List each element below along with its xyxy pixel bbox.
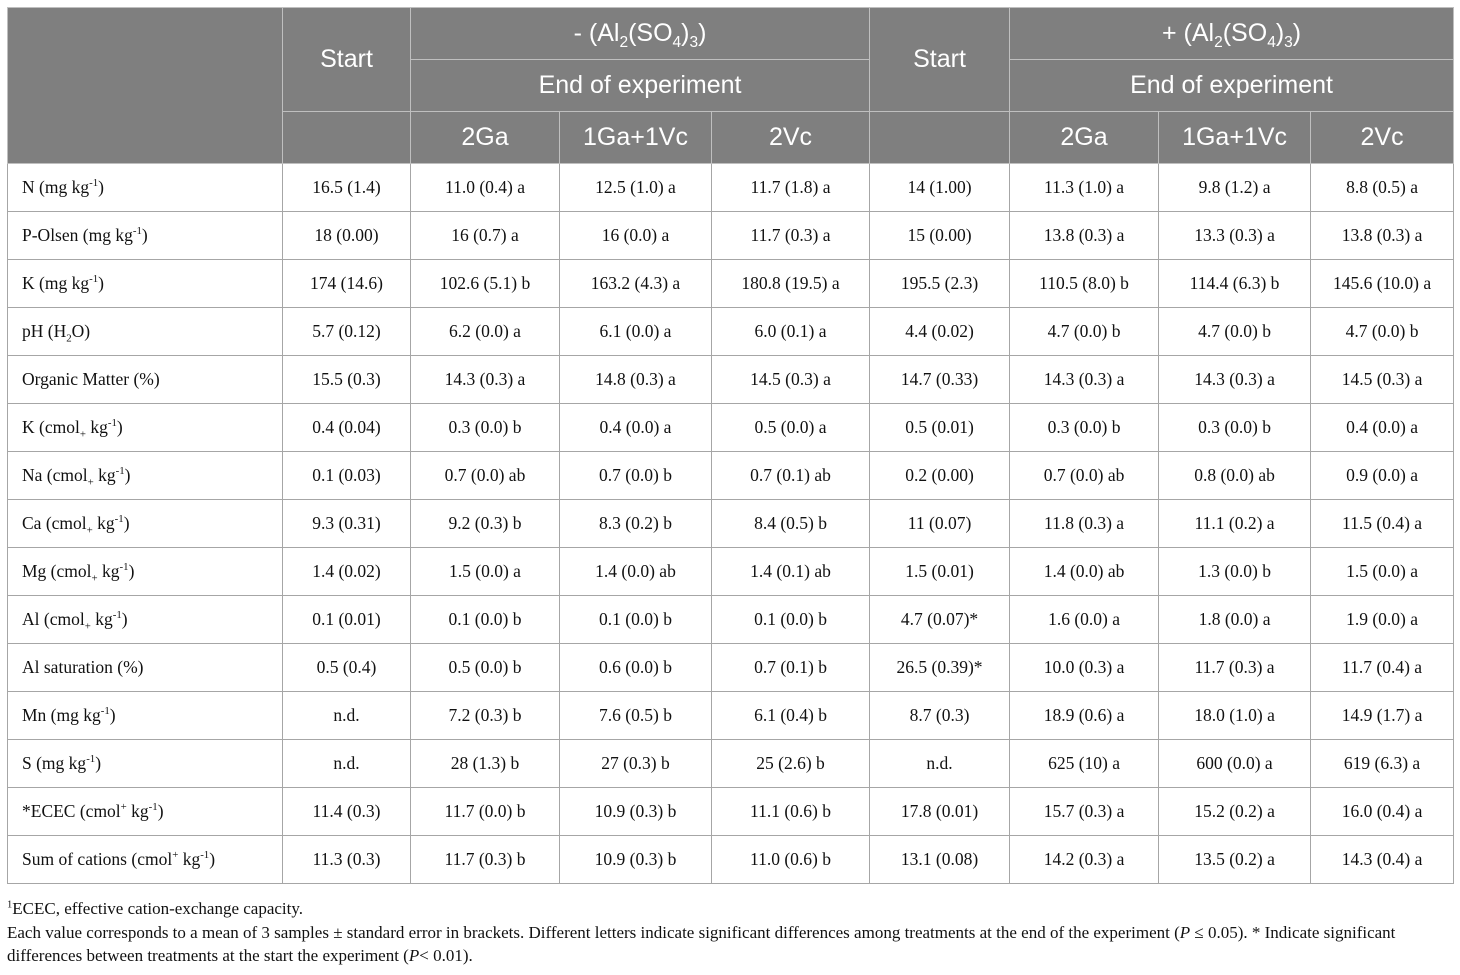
table-cell: 15.7 (0.3) a [1010, 788, 1159, 836]
table-cell: 8.4 (0.5) b [712, 500, 870, 548]
table-row [8, 788, 1454, 836]
table-cell: 4.7 (0.0) b [1159, 308, 1311, 356]
table-cell: 6.1 (0.0) a [560, 308, 712, 356]
table-row [8, 692, 1454, 740]
table-header [8, 8, 1454, 164]
table-cell: 6.0 (0.1) a [712, 308, 870, 356]
table-cell: 8.8 (0.5) a [1311, 164, 1454, 212]
table-cell: 14.3 (0.3) a [411, 356, 560, 404]
table-cell: 4.7 (0.07)* [870, 596, 1010, 644]
table-cell: 28 (1.3) b [411, 740, 560, 788]
table-cell: 6.2 (0.0) a [411, 308, 560, 356]
table-cell: 0.3 (0.0) b [411, 404, 560, 452]
table-cell: 17.8 (0.01) [870, 788, 1010, 836]
table-cell: 18 (0.00) [283, 212, 411, 260]
header-empty-corner [8, 8, 283, 164]
table-cell: 16.5 (1.4) [283, 164, 411, 212]
table-cell: 0.4 (0.0) a [1311, 404, 1454, 452]
table-cell: 0.1 (0.0) b [411, 596, 560, 644]
table-cell: 11.7 (0.3) b [411, 836, 560, 884]
table-cell: 625 (10) a [1010, 740, 1159, 788]
footnote-1: $^1$ECEC, effective cation-exchange capacity. [7, 899, 304, 918]
table-cell: 0.7 (0.0) ab [1010, 452, 1159, 500]
table-cell: 1.9 (0.0) a [1311, 596, 1454, 644]
table-row [8, 836, 1454, 884]
table-cell: 180.8 (19.5) a [712, 260, 870, 308]
header-group-plus-al: + $(Al_2(SO_4)_3)$ [1010, 8, 1454, 60]
table-cell: 13.8 (0.3) a [1010, 212, 1159, 260]
table-cell: 14.5 (0.3) a [1311, 356, 1454, 404]
table-cell: 11.7 (0.4) a [1311, 644, 1454, 692]
table-cell: 174 (14.6) [283, 260, 411, 308]
table-cell: 145.6 (10.0) a [1311, 260, 1454, 308]
table-cell: 11.0 (0.4) a [411, 164, 560, 212]
table-cell: 16 (0.7) a [411, 212, 560, 260]
table-cell: 0.1 (0.01) [283, 596, 411, 644]
row-label: Na (cmol$_+$ $kg^{-1}$) [8, 452, 283, 500]
table-cell: 0.4 (0.0) a [560, 404, 712, 452]
table-cell: 619 (6.3) a [1311, 740, 1454, 788]
table-cell: 0.8 (0.0) ab [1159, 452, 1311, 500]
table-row [8, 164, 1454, 212]
table-cell: 1.5 (0.0) a [1311, 548, 1454, 596]
header-treatment-2ga-plus: 2Ga [1010, 112, 1159, 164]
table-cell: 18.9 (0.6) a [1010, 692, 1159, 740]
row-label: N (mg $kg^{-1}$) [8, 164, 283, 212]
row-label: Al saturation (%) [8, 644, 283, 692]
table-row [8, 644, 1454, 692]
header-treatment-1ga1vc-minus: 1Ga+1Vc [560, 112, 712, 164]
table-cell: 12.5 (1.0) a [560, 164, 712, 212]
table-cell: 14 (1.00) [870, 164, 1010, 212]
table-cell: 14.8 (0.3) a [560, 356, 712, 404]
row-label: Ca (cmol$_+$ $kg^{-1}$) [8, 500, 283, 548]
table-row [8, 404, 1454, 452]
table-cell: 14.3 (0.3) a [1010, 356, 1159, 404]
table-cell: 13.1 (0.08) [870, 836, 1010, 884]
table-cell: 11.1 (0.6) b [712, 788, 870, 836]
table-cell: 0.7 (0.1) ab [712, 452, 870, 500]
row-label: S (mg $kg^{-1}$) [8, 740, 283, 788]
header-start-minus: Start [283, 8, 411, 112]
table-cell: 10.9 (0.3) b [560, 836, 712, 884]
header-group-minus-al: - $(Al_2(SO_4)_3)$ [411, 8, 870, 60]
table-cell: 1.4 (0.1) ab [712, 548, 870, 596]
table-cell: 110.5 (8.0) b [1010, 260, 1159, 308]
table-cell: 14.5 (0.3) a [712, 356, 870, 404]
header-start-spacer-minus [283, 112, 411, 164]
table-cell: 0.5 (0.0) b [411, 644, 560, 692]
row-label: pH $(H_2O)$ [8, 308, 283, 356]
table-cell: n.d. [283, 740, 411, 788]
table-row [8, 308, 1454, 356]
table-cell: 11.4 (0.3) [283, 788, 411, 836]
table-row [8, 500, 1454, 548]
row-label: Organic Matter (%) [8, 356, 283, 404]
table-row [8, 260, 1454, 308]
table-cell: 0.5 (0.4) [283, 644, 411, 692]
row-label: K (mg $kg^{-1}$) [8, 260, 283, 308]
table-cell: 1.8 (0.0) a [1159, 596, 1311, 644]
header-treatment-2vc-plus: 2Vc [1311, 112, 1454, 164]
table-cell: 6.1 (0.4) b [712, 692, 870, 740]
table-row [8, 596, 1454, 644]
table-cell: 0.5 (0.0) a [712, 404, 870, 452]
table-cell: 11.3 (1.0) a [1010, 164, 1159, 212]
table-row [8, 356, 1454, 404]
table-body [8, 164, 1454, 884]
table-cell: n.d. [870, 740, 1010, 788]
table-cell: 15 (0.00) [870, 212, 1010, 260]
table-cell: 1.5 (0.0) a [411, 548, 560, 596]
table-cell: 10.0 (0.3) a [1010, 644, 1159, 692]
header-start-spacer-plus [870, 112, 1010, 164]
row-label: K (cmol$_+$ $kg^{-1}$) [8, 404, 283, 452]
table-cell: 0.6 (0.0) b [560, 644, 712, 692]
table-cell: 4.4 (0.02) [870, 308, 1010, 356]
table-cell: 4.7 (0.0) b [1010, 308, 1159, 356]
row-label: P-Olsen (mg $kg^{-1}$) [8, 212, 283, 260]
table-cell: 13.5 (0.2) a [1159, 836, 1311, 884]
table-cell: 18.0 (1.0) a [1159, 692, 1311, 740]
table-row [8, 212, 1454, 260]
table-cell: 15.5 (0.3) [283, 356, 411, 404]
table-cell: 11.5 (0.4) a [1311, 500, 1454, 548]
table-cell: 1.4 (0.0) ab [560, 548, 712, 596]
table-cell: 0.9 (0.0) a [1311, 452, 1454, 500]
table-cell: 11.7 (0.3) a [1159, 644, 1311, 692]
table-row [8, 452, 1454, 500]
table-cell: 7.2 (0.3) b [411, 692, 560, 740]
header-end-of-experiment-plus: End of experiment [1010, 60, 1454, 112]
table-cell: 16 (0.0) a [560, 212, 712, 260]
table-cell: 0.5 (0.01) [870, 404, 1010, 452]
row-label: Al (cmol$_+$ $kg^{-1}$) [8, 596, 283, 644]
table-cell: 600 (0.0) a [1159, 740, 1311, 788]
header-treatment-2vc-minus: 2Vc [712, 112, 870, 164]
soil-properties-table [7, 7, 1454, 884]
table-cell: 8.7 (0.3) [870, 692, 1010, 740]
table-cell: 1.3 (0.0) b [1159, 548, 1311, 596]
table-cell: 1.5 (0.01) [870, 548, 1010, 596]
table-cell: 15.2 (0.2) a [1159, 788, 1311, 836]
table-cell: 11.7 (1.8) a [712, 164, 870, 212]
table-row [8, 740, 1454, 788]
table-cell: 14.3 (0.4) a [1311, 836, 1454, 884]
table-cell: 0.3 (0.0) b [1159, 404, 1311, 452]
table-cell: 8.3 (0.2) b [560, 500, 712, 548]
table-cell: 11 (0.07) [870, 500, 1010, 548]
table-cell: 11.8 (0.3) a [1010, 500, 1159, 548]
table-cell: 13.8 (0.3) a [1311, 212, 1454, 260]
table-cell: 10.9 (0.3) b [560, 788, 712, 836]
footnote-2: Each value corresponds to a mean of 3 samples ± standard error in brackets. Different letters indicate significant differences among treatments at the end of the experiment (P ≤ 0.05). * Indicate significant differences between treatments at the start the experiment (P< 0.01). [7, 923, 1396, 965]
row-label: Mn (mg $kg^{-1}$) [8, 692, 283, 740]
table-cell: 11.7 (0.3) a [712, 212, 870, 260]
table-cell: 14.2 (0.3) a [1010, 836, 1159, 884]
table-cell: 25 (2.6) b [712, 740, 870, 788]
table-cell: 27 (0.3) b [560, 740, 712, 788]
table-cell: 4.7 (0.0) b [1311, 308, 1454, 356]
table-cell: 0.1 (0.03) [283, 452, 411, 500]
header-treatment-2ga-minus: 2Ga [411, 112, 560, 164]
table-cell: 11.0 (0.6) b [712, 836, 870, 884]
table-cell: n.d. [283, 692, 411, 740]
table-cell: 102.6 (5.1) b [411, 260, 560, 308]
row-label: *ECEC (cmol+ $kg^{-1}$) [8, 788, 283, 836]
table-cell: 9.8 (1.2) a [1159, 164, 1311, 212]
table-cell: 5.7 (0.12) [283, 308, 411, 356]
table-cell: 14.9 (1.7) a [1311, 692, 1454, 740]
table-cell: 13.3 (0.3) a [1159, 212, 1311, 260]
table-cell: 0.3 (0.0) b [1010, 404, 1159, 452]
table-cell: 9.3 (0.31) [283, 500, 411, 548]
table-cell: 0.7 (0.0) ab [411, 452, 560, 500]
table-cell: 11.3 (0.3) [283, 836, 411, 884]
table-cell: 9.2 (0.3) b [411, 500, 560, 548]
table-cell: 26.5 (0.39)* [870, 644, 1010, 692]
row-label: Sum of cations (cmol+ $kg^{-1}$) [8, 836, 283, 884]
table-cell: 0.1 (0.0) b [712, 596, 870, 644]
table-cell: 0.1 (0.0) b [560, 596, 712, 644]
table-cell: 11.1 (0.2) a [1159, 500, 1311, 548]
table-cell: 114.4 (6.3) b [1159, 260, 1311, 308]
table-cell: 1.6 (0.0) a [1010, 596, 1159, 644]
table-cell: 195.5 (2.3) [870, 260, 1010, 308]
table-row [8, 548, 1454, 596]
table-cell: 7.6 (0.5) b [560, 692, 712, 740]
table-cell: 11.7 (0.0) b [411, 788, 560, 836]
header-end-of-experiment-minus: End of experiment [411, 60, 870, 112]
table-cell: 0.7 (0.0) b [560, 452, 712, 500]
table-cell: 163.2 (4.3) a [560, 260, 712, 308]
table-cell: 1.4 (0.02) [283, 548, 411, 596]
header-start-plus: Start [870, 8, 1010, 112]
table-cell: 14.3 (0.3) a [1159, 356, 1311, 404]
table-cell: 1.4 (0.0) ab [1010, 548, 1159, 596]
row-label: Mg (cmol$_+$ $kg^{-1}$) [8, 548, 283, 596]
table-cell: 16.0 (0.4) a [1311, 788, 1454, 836]
header-treatment-1ga1vc-plus: 1Ga+1Vc [1159, 112, 1311, 164]
table-cell: 0.4 (0.04) [283, 404, 411, 452]
table-cell: 14.7 (0.33) [870, 356, 1010, 404]
table-cell: 0.7 (0.1) b [712, 644, 870, 692]
table-cell: 0.2 (0.00) [870, 452, 1010, 500]
